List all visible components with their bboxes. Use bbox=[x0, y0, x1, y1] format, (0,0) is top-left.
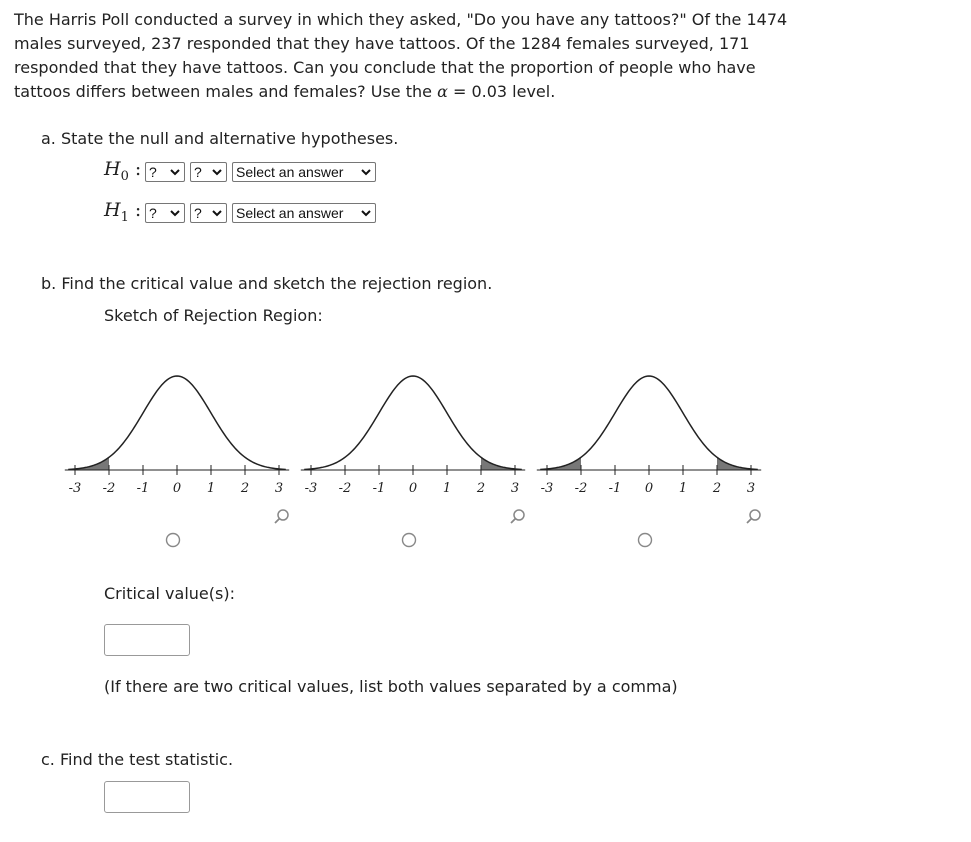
h1-label: $H_1$ : bbox=[104, 199, 142, 225]
graph-radio-button[interactable] bbox=[639, 534, 652, 547]
part-a-label: a. State the null and alternative hypotheses. bbox=[41, 129, 399, 148]
tick-label: 1 bbox=[442, 481, 452, 496]
alpha-value: = 0.03 level. bbox=[447, 82, 556, 101]
critical-value-label: Critical value(s): bbox=[104, 584, 235, 603]
chevron-down-icon bbox=[170, 204, 180, 217]
tick-label: 0 bbox=[408, 481, 418, 496]
rejection-region-graphs bbox=[0, 360, 971, 560]
normal-curve bbox=[540, 376, 758, 469]
graph-right-tailed bbox=[301, 376, 525, 547]
tick-label: 3 bbox=[510, 481, 520, 496]
tick-label: 3 bbox=[274, 481, 284, 496]
problem-statement bbox=[14, 8, 814, 104]
tick-label: 0 bbox=[172, 481, 182, 496]
normal-curve bbox=[68, 376, 286, 469]
tick-label: -3 bbox=[540, 481, 554, 496]
h0-answer-select[interactable]: Select an answer bbox=[232, 162, 376, 182]
graph-radio-button[interactable] bbox=[167, 534, 180, 547]
tick-label: 1 bbox=[206, 481, 216, 496]
tick-label: -2 bbox=[574, 481, 588, 496]
tick-label: -3 bbox=[68, 481, 82, 496]
tick-label: -1 bbox=[372, 481, 386, 496]
tick-label: -1 bbox=[136, 481, 150, 496]
tick-label: -1 bbox=[608, 481, 622, 496]
tick-label: -2 bbox=[102, 481, 116, 496]
chevron-down-icon bbox=[170, 163, 180, 176]
chevron-down-icon bbox=[361, 204, 371, 217]
tick-label: 1 bbox=[678, 481, 688, 496]
critical-value-input[interactable] bbox=[104, 624, 190, 656]
test-statistic-input[interactable] bbox=[104, 781, 190, 813]
chevron-down-icon bbox=[212, 163, 222, 176]
tick-label: 2 bbox=[240, 481, 250, 496]
h1-relation-select[interactable]: ? bbox=[190, 203, 227, 223]
h0-parameter-select[interactable]: ? bbox=[145, 162, 185, 182]
tick-label: 2 bbox=[712, 481, 722, 496]
problem-text: The Harris Poll conducted a survey in which they asked, "Do you have any tattoos?" Of the 1474 males surveyed, 237 responded that they have tattoos. Of the 1284 females surveyed, 171 responded that they have tattoos. Can you conclude that the proportion of people who have tattoos differs between males and females? Use the bbox=[14, 10, 788, 101]
graph-radio-button[interactable] bbox=[403, 534, 416, 547]
chevron-down-icon bbox=[361, 163, 371, 176]
alpha-symbol: α bbox=[437, 82, 448, 101]
tick-label: -3 bbox=[304, 481, 318, 496]
sketch-label: Sketch of Rejection Region: bbox=[104, 306, 323, 325]
graph-two-tailed bbox=[537, 376, 761, 547]
tick-label: 0 bbox=[644, 481, 654, 496]
part-b-label: b. Find the critical value and sketch the rejection region. bbox=[41, 274, 493, 293]
graph-left-tailed bbox=[65, 376, 289, 547]
h1-parameter-select[interactable]: ? bbox=[145, 203, 185, 223]
h0-label: $H_0$ : bbox=[104, 158, 142, 184]
magnifier-icon[interactable] bbox=[747, 510, 760, 523]
magnifier-icon[interactable] bbox=[275, 510, 288, 523]
h1-answer-select[interactable]: Select an answer bbox=[232, 203, 376, 223]
critical-value-note: (If there are two critical values, list both values separated by a comma) bbox=[104, 677, 678, 696]
part-c-label: c. Find the test statistic. bbox=[41, 750, 234, 769]
magnifier-icon[interactable] bbox=[511, 510, 524, 523]
chevron-down-icon bbox=[212, 204, 222, 217]
tick-label: 2 bbox=[476, 481, 486, 496]
tick-label: 3 bbox=[746, 481, 756, 496]
h0-relation-select[interactable]: ? bbox=[190, 162, 227, 182]
tick-label: -2 bbox=[338, 481, 352, 496]
normal-curve bbox=[304, 376, 522, 469]
